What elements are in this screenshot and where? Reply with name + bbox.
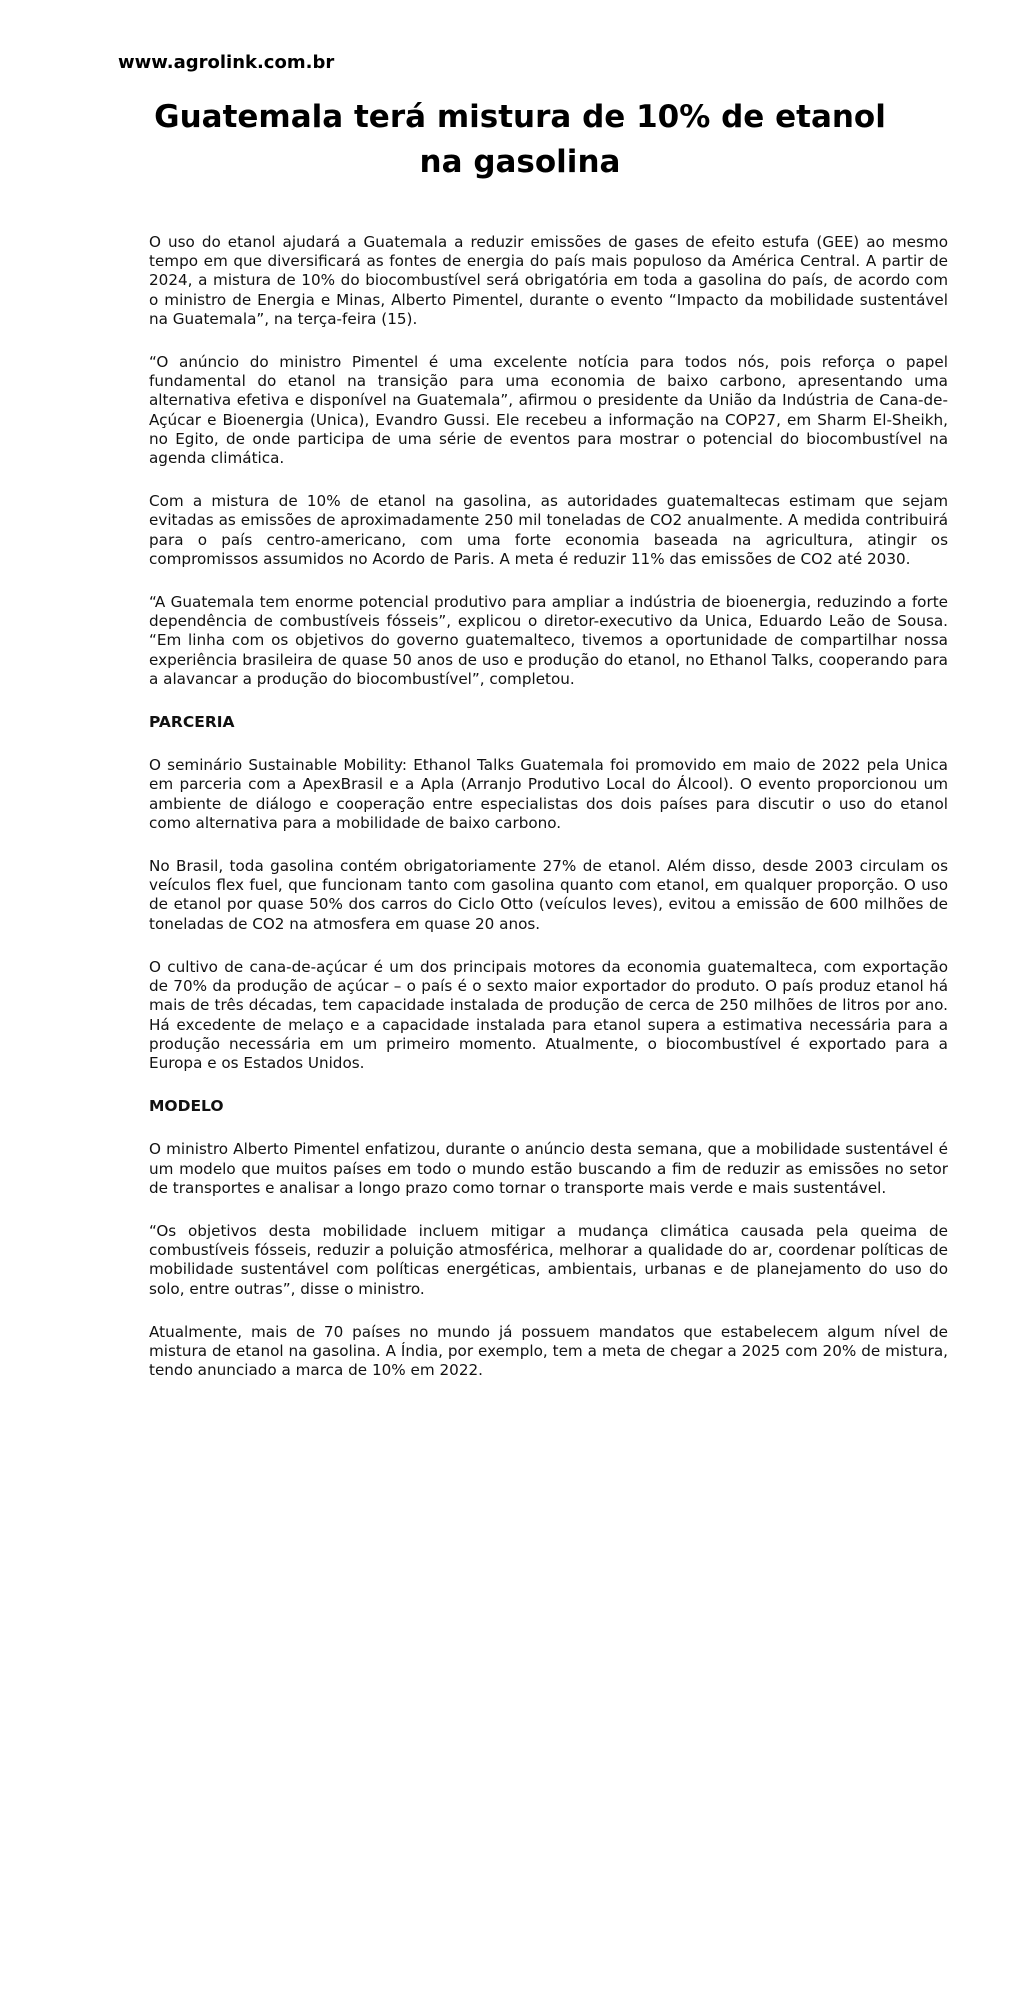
article-paragraph: “A Guatemala tem enorme potencial produtivo para ampliar a indústria de bioenergia, reduzindo a forte dependência de combustíveis fósseis”, explicou o diretor-executivo da Unica, Eduardo Leão de Sousa. “Em linha com os objetivos do governo guatemalteco, tivemos a oportunidade de compartilhar nossa experiência brasileira de quase 50 anos de uso e produção do etanol, no Ethanol Talks, cooperando para a alavancar a produção do biocombustível”, completou. [149,593,948,688]
article-body [149,233,948,1404]
article-paragraph: “Os objetivos desta mobilidade incluem mitigar a mudança climática causada pela queima de combustíveis fósseis, reduzir a poluição atmosférica, melhorar a qualidade do ar, coordenar políticas de mobilidade sustentável com políticas energéticas, ambientais, urbanas e de planejamento do uso do solo, entre outras”, disse o ministro. [149,1221,948,1298]
article-paragraph: O ministro Alberto Pimentel enfatizou, durante o anúncio desta semana, que a mobilidade sustentável é um modelo que muitos países em todo o mundo estão buscando a fim de reduzir as emissões no setor de transportes e analisar a longo prazo como tornar o transporte mais verde e mais sustentável. [149,1140,948,1197]
article-paragraph: O uso do etanol ajudará a Guatemala a reduzir emissões de gases de efeito estufa (GEE) ao mesmo tempo em que diversificará as fontes de energia do país mais populoso da América Central. A partir de 2024, a mistura de 10% do biocombustível será obrigatória em toda a gasolina do país, de acordo com o ministro de Energia e Minas, Alberto Pimentel, durante o evento “Impacto da mobilidade sustentável na Guatemala”, na terça-feira (15). [149,233,948,328]
article-paragraph: “O anúncio do ministro Pimentel é uma excelente notícia para todos nós, pois reforça o papel fundamental do etanol na transição para uma economia de baixo carbono, apresentando uma alternativa efetiva e disponível na Guatemala”, afirmou o presidente da União da Indústria de Cana-de-Açúcar e Bioenergia (Unica), Evandro Gussi. Ele recebeu a informação na COP27, em Sharm El-Sheikh, no Egito, de onde participa de uma série de eventos para mostrar o potencial do biocombustível na agenda climática. [149,353,948,468]
site-url[interactable]: www.agrolink.com.br [118,52,335,73]
article-paragraph: Com a mistura de 10% de etanol na gasolina, as autoridades guatemaltecas estimam que sejam evitadas as emissões de aproximadamente 250 mil toneladas de CO2 anualmente. A medida contribuirá para o país centro-americano, com uma forte economia baseada na agricultura, atingir os compromissos assumidos no Acordo de Paris. A meta é reduzir 11% das emissões de CO2 até 2030. [149,492,948,568]
section-heading-parceria: PARCERIA [149,713,235,732]
article-paragraph: O seminário Sustainable Mobility: Ethanol Talks Guatemala foi promovido em maio de 2022 pela Unica em parceria com a ApexBrasil e a Apla (Arranjo Produtivo Local do Álcool). O evento proporcionou um ambiente de diálogo e cooperação entre especialistas dos dois países para discutir o uso do etanol como alternativa para a mobilidade de baixo carbono. [149,756,948,832]
article-title: Guatemala terá mistura de 10% de etanol na gasolina [154,99,886,180]
article-paragraph: O cultivo de cana-de-açúcar é um dos principais motores da economia guatemalteca, com exportação de 70% da produção de açúcar – o país é o sexto maior exportador do produto. O país produz etanol há mais de três décadas, tem capacidade instalada de produção de cerca de 250 milhões de litros por ano. Há excedente de melaço e a capacidade instalada para etanol supera a estimativa necessária para a produção necessária em um primeiro momento. Atualmente, o biocombustível é exportado para a Europa e os Estados Unidos. [149,957,948,1072]
article-paragraph: No Brasil, toda gasolina contém obrigatoriamente 27% de etanol. Além disso, desde 2003 circulam os veículos flex fuel, que funcionam tanto com gasolina quanto com etanol, em qualquer proporção. O uso de etanol por quase 50% dos carros do Ciclo Otto (veículos leves), evitou a emissão de 600 milhões de toneladas de CO2 na atmosfera em quase 20 anos. [149,857,948,933]
section-heading-modelo: MODELO [149,1097,224,1116]
article-paragraph: Atualmente, mais de 70 países no mundo já possuem mandatos que estabelecem algum nível de mistura de etanol na gasolina. A Índia, por exemplo, tem a meta de chegar a 2025 com 20% de mistura, tendo anunciado a marca de 10% em 2022. [149,1322,948,1380]
